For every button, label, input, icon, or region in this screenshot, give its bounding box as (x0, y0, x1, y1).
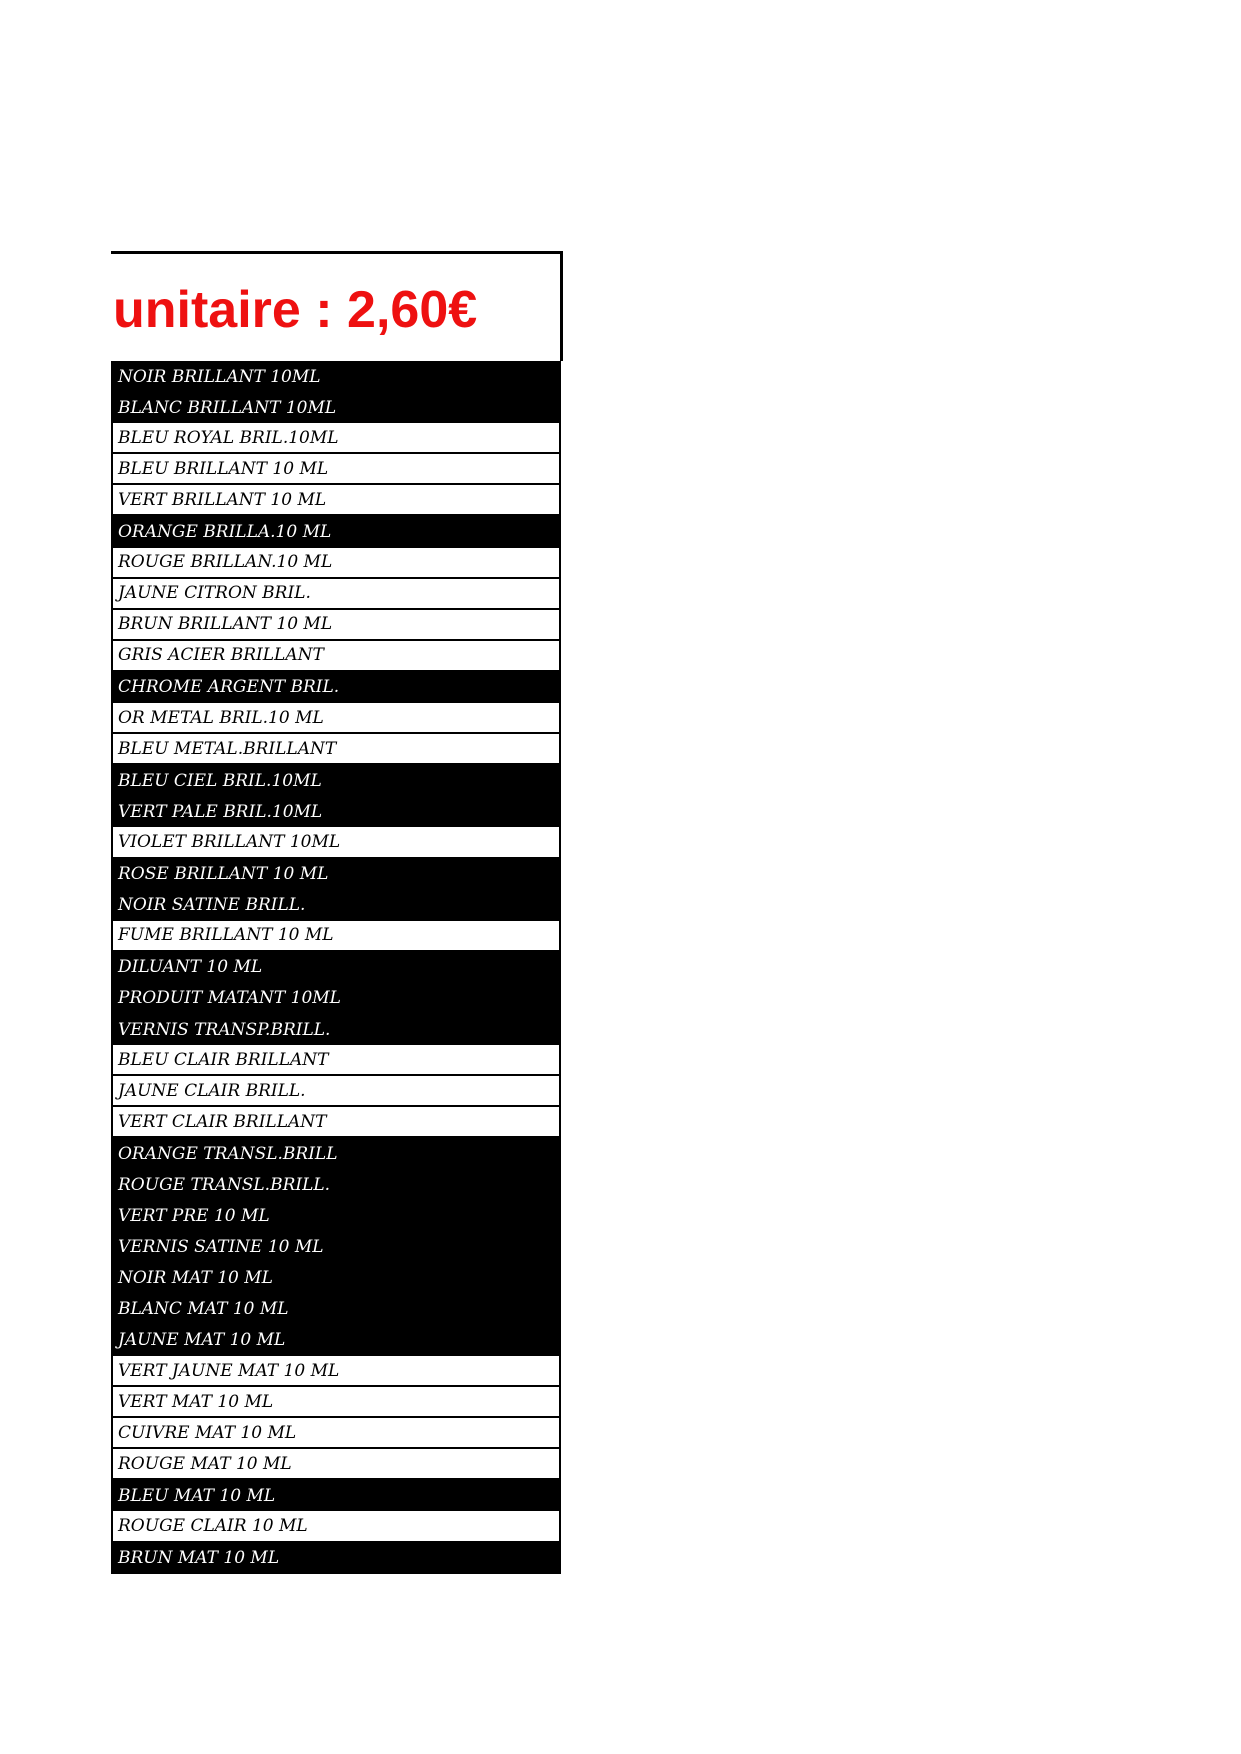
product-label: ROSE BRILLANT 10 ML (118, 864, 329, 885)
product-label: DILUANT 10 ML (118, 957, 263, 978)
product-row (113, 392, 561, 423)
product-row (113, 1356, 561, 1387)
product-row (113, 1387, 561, 1418)
product-row (113, 952, 561, 983)
product-label: ROUGE TRANSL.BRILL. (118, 1174, 331, 1195)
product-label: ROUGE BRILLAN.10 ML (118, 552, 333, 573)
product-label: BLANC BRILLANT 10ML (118, 397, 337, 418)
product-row (113, 1076, 561, 1107)
product-label: BRUN BRILLANT 10 ML (118, 614, 333, 635)
product-row (113, 983, 561, 1014)
product-label: FUME BRILLANT 10 ML (118, 925, 334, 946)
product-label: BLEU METAL.BRILLANT (118, 738, 337, 759)
product-row (113, 579, 561, 610)
product-label: VERT PALE BRIL.10ML (118, 801, 323, 822)
product-row (113, 796, 561, 827)
product-label: JAUNE MAT 10 ML (118, 1330, 286, 1351)
product-label: NOIR BRILLANT 10ML (118, 366, 321, 387)
product-row (113, 485, 561, 516)
product-row (113, 361, 561, 392)
product-label: PRODUIT MATANT 10ML (118, 988, 341, 1009)
product-row (113, 1014, 561, 1045)
product-row (113, 1045, 561, 1076)
product-row (113, 1325, 561, 1356)
product-label: JAUNE CLAIR BRILL. (118, 1080, 306, 1101)
price-header (111, 251, 563, 361)
product-label: VERT MAT 10 ML (118, 1391, 274, 1412)
price-sheet (111, 251, 563, 1574)
product-row (113, 1511, 561, 1542)
product-label: BRUN MAT 10 ML (118, 1548, 280, 1569)
product-label: VERT BRILLANT 10 ML (118, 489, 327, 510)
product-row (113, 548, 561, 579)
unit-price-title: unitaire : 2,60€ (113, 280, 478, 339)
product-label: VERT PRE 10 ML (118, 1206, 270, 1227)
product-row (113, 516, 561, 547)
product-label: ORANGE TRANSL.BRILL (118, 1143, 338, 1164)
product-label: NOIR MAT 10 ML (118, 1268, 273, 1289)
product-label: GRIS ACIER BRILLANT (118, 645, 324, 666)
product-row (113, 859, 561, 890)
product-row (113, 827, 561, 858)
product-row (113, 1418, 561, 1449)
product-row (113, 1294, 561, 1325)
product-label: VERT JAUNE MAT 10 ML (118, 1360, 340, 1381)
product-label: VIOLET BRILLANT 10ML (118, 831, 341, 852)
product-label: ROUGE CLAIR 10 ML (118, 1516, 308, 1537)
product-label: CUIVRE MAT 10 ML (118, 1422, 297, 1443)
product-row (113, 734, 561, 765)
product-row (113, 1169, 561, 1200)
product-label: VERNIS TRANSP.BRILL. (118, 1019, 331, 1040)
product-row (113, 765, 561, 796)
product-label: BLEU ROYAL BRIL.10ML (118, 427, 339, 448)
product-label: CHROME ARGENT BRIL. (118, 677, 340, 698)
product-row (113, 890, 561, 921)
product-row (113, 672, 561, 703)
product-label: VERT CLAIR BRILLANT (118, 1111, 327, 1132)
product-label: BLEU CIEL BRIL.10ML (118, 770, 322, 791)
product-label: JAUNE CITRON BRIL. (118, 583, 311, 604)
product-label: BLEU MAT 10 ML (118, 1485, 276, 1506)
product-list (111, 361, 561, 1574)
product-row (113, 921, 561, 952)
product-label: BLEU BRILLANT 10 ML (118, 458, 329, 479)
product-row (113, 703, 561, 734)
product-row (113, 1107, 561, 1138)
product-row (113, 1201, 561, 1232)
product-row (113, 1449, 561, 1480)
product-label: VERNIS SATINE 10 ML (118, 1237, 324, 1258)
product-label: BLANC MAT 10 ML (118, 1299, 289, 1320)
product-row (113, 1232, 561, 1263)
product-label: OR METAL BRIL.10 ML (118, 707, 324, 728)
product-label: BLEU CLAIR BRILLANT (118, 1049, 329, 1070)
product-label: ORANGE BRILLA.10 ML (118, 522, 332, 543)
product-row (113, 454, 561, 485)
product-label: NOIR SATINE BRILL. (118, 895, 306, 916)
product-row (113, 1138, 561, 1169)
product-label: ROUGE MAT 10 ML (118, 1453, 292, 1474)
product-row (113, 423, 561, 454)
product-row (113, 610, 561, 641)
product-row (113, 641, 561, 672)
product-row (113, 1480, 561, 1511)
product-row (113, 1263, 561, 1294)
product-row (113, 1543, 561, 1574)
